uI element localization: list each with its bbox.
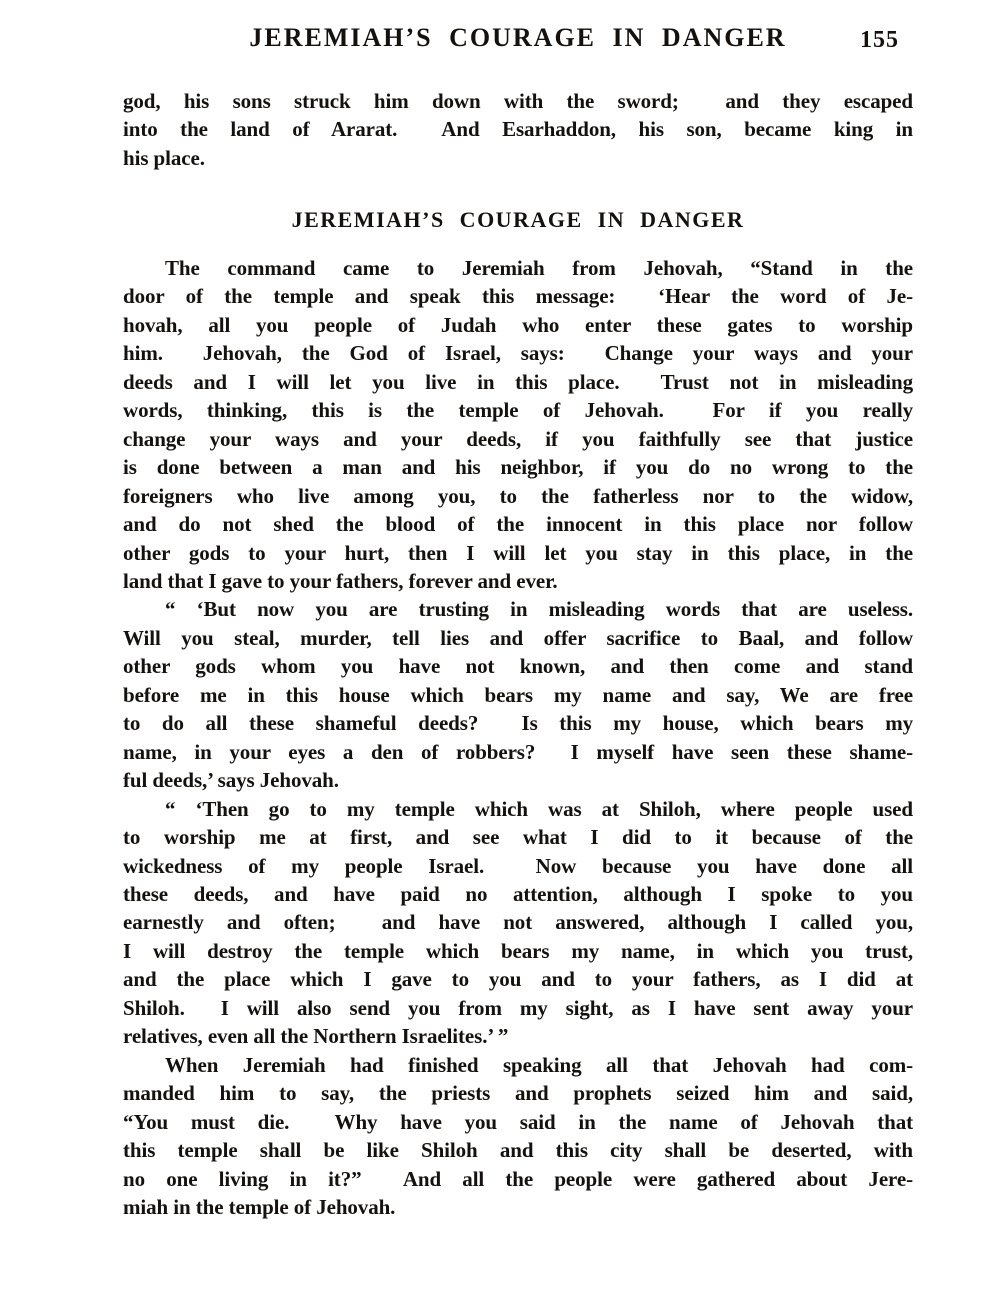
text-line: before me in this house which bears my name and say, We are free <box>123 682 913 707</box>
text-line: name, in your eyes a den of robbers? I myself have seen these shame- <box>123 739 913 764</box>
text-line: deeds and I will let you live in this place. Trust not in misleading <box>123 369 913 394</box>
paragraph <box>123 595 913 794</box>
text-line: god, his sons struck him down with the sword; and they escaped <box>123 89 913 113</box>
text-line: manded him to say, the priests and prophets seized him and said, <box>123 1081 913 1106</box>
text-line: this temple shall be like Shiloh and this city shall be deserted, with <box>123 1138 913 1163</box>
text-line: his place. <box>123 145 205 170</box>
text-line: and do not shed the blood of the innocent in this place nor follow <box>123 512 913 537</box>
text-line: door of the temple and speak this message: ‘Hear the word of Je- <box>123 284 913 309</box>
text-line: “You must die. Why have you said in the name of Jehovah that <box>123 1109 913 1134</box>
text-line: change your ways and your deeds, if you faithfully see that justice <box>123 426 913 451</box>
text-line: him. Jehovah, the God of Israel, says: Change your ways and your <box>123 341 913 366</box>
text-line: relatives, even all the Northern Israelites.’ ” <box>123 1024 509 1049</box>
text-line: When Jeremiah had finished speaking all that Jehovah had com- <box>165 1052 913 1077</box>
text-line: land that I gave to your fathers, forever and ever. <box>123 568 558 593</box>
text-line: “ ‘But now you are trusting in misleading words that are useless. <box>165 597 913 622</box>
text-line: these deeds, and have paid no attention, although I spoke to you <box>123 881 913 906</box>
text-line: Will you steal, murder, tell lies and offer sacrifice to Baal, and follow <box>123 625 913 650</box>
text-line: words, thinking, this is the temple of Jehovah. For if you really <box>123 398 913 423</box>
text-line: wickedness of my people Israel. Now because you have done all <box>123 853 913 878</box>
text-line: to worship me at first, and see what I did to it because of the <box>123 825 913 850</box>
paragraph <box>123 1051 913 1222</box>
text-line: is done between a man and his neighbor, if you do no wrong to the <box>123 455 913 480</box>
section-heading: JEREMIAH’S COURAGE IN DANGER <box>291 207 745 232</box>
page-number: 155 <box>860 27 899 53</box>
text-line: no one living in it?” And all the people were gathered about Jere- <box>123 1166 913 1191</box>
text-line: “ ‘Then go to my temple which was at Shiloh, where people used <box>165 796 913 821</box>
text-line: into the land of Ararat. And Esarhaddon, his son, became king in <box>123 117 913 142</box>
text-line: other gods whom you have not known, and then come and stand <box>123 654 913 679</box>
paragraph <box>123 254 913 595</box>
text-line: and the place which I gave to you and to your fathers, as I did at <box>123 967 913 992</box>
text-line: earnestly and often; and have not answered, although I called you, <box>123 910 913 935</box>
intro-paragraph <box>123 87 913 172</box>
text-line: I will destroy the temple which bears my name, in which you trust, <box>123 938 913 963</box>
text-line: ful deeds,’ says Jehovah. <box>123 768 339 793</box>
running-head-title: JEREMIAH’S COURAGE IN DANGER <box>249 23 787 52</box>
text-line: to do all these shameful deeds? Is this my house, which bears my <box>123 711 913 736</box>
text-line: other gods to your hurt, then I will let you stay in this place, in the <box>123 540 913 565</box>
text-line: miah in the temple of Jehovah. <box>123 1194 396 1219</box>
text-line: Shiloh. I will also send you from my sight, as I have sent away your <box>123 995 913 1020</box>
section-body <box>123 254 913 1221</box>
running-head <box>123 24 913 52</box>
text-line: foreigners who live among you, to the fatherless nor to the widow, <box>123 483 913 508</box>
text-line: The command came to Jeremiah from Jehovah, “Stand in the <box>165 256 913 280</box>
paragraph <box>123 795 913 1051</box>
text-line: hovah, all you people of Judah who enter these gates to worship <box>123 312 913 337</box>
